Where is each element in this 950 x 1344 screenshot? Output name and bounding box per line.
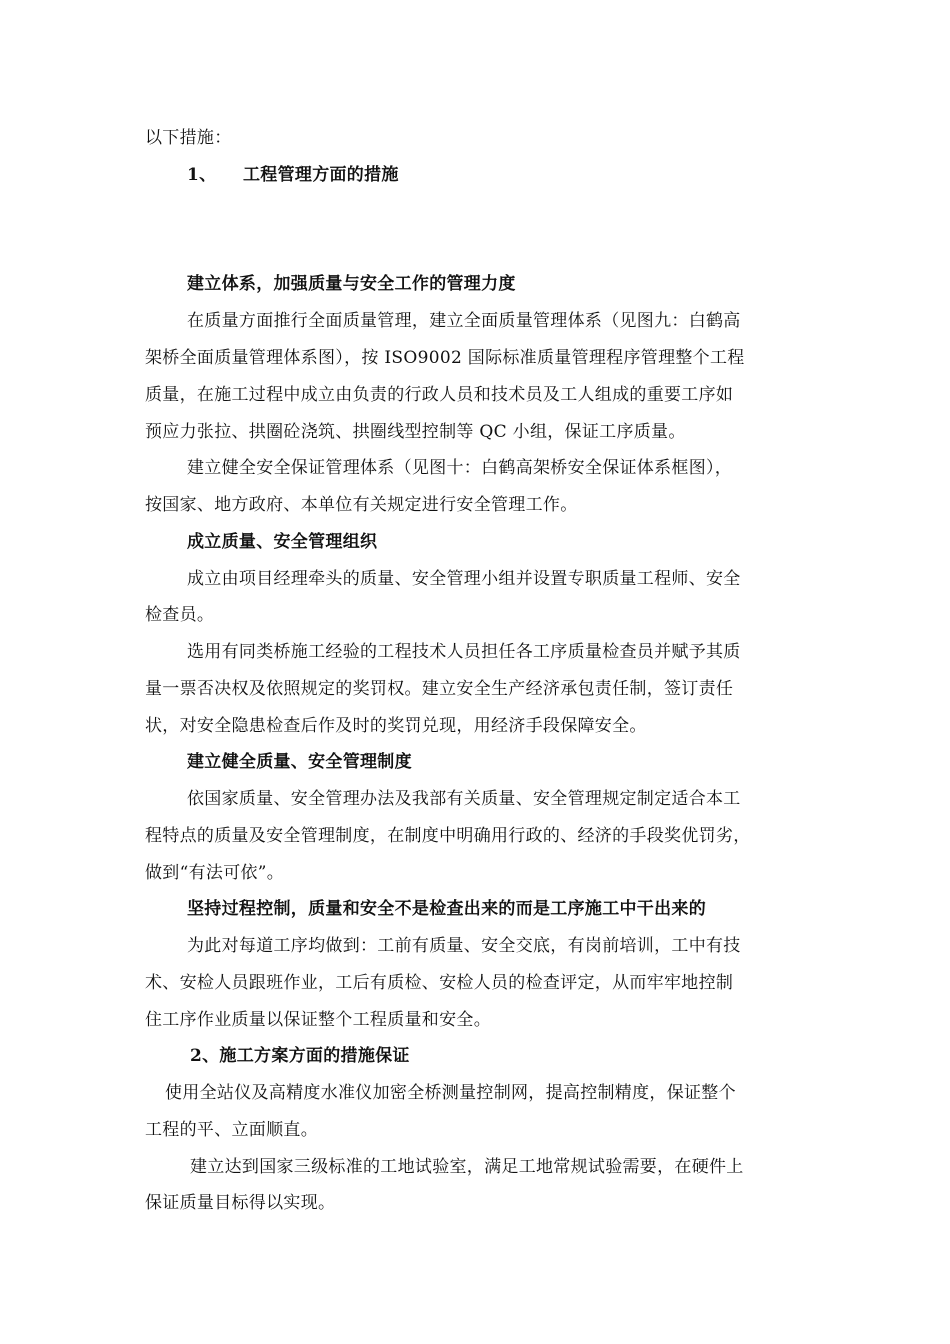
section-1-title: 工程管理方面的措施	[243, 165, 399, 185]
paragraph-line: 选用有同类桥施工经验的工程技术人员担任各工序质量检查员并赋予其质	[187, 642, 741, 662]
paragraph-line: 质量，在施工过程中成立由负责的行政人员和技术员及工人组成的重要工序如	[145, 385, 734, 405]
section-1-heading	[187, 163, 867, 187]
paragraph-line: 建立健全安全保证管理体系（见图十：白鹤高架桥安全保证体系框图），	[187, 458, 733, 478]
paragraph-line: 按国家、地方政府、本单位有关规定进行安全管理工作。	[145, 495, 578, 515]
subheading-process-control: 坚持过程控制，质量和安全不是检查出来的而是工序施工中干出来的	[187, 899, 706, 919]
paragraph-line: 状，对安全隐患检查后作及时的奖罚兑现，用经济手段保障安全。	[145, 716, 647, 736]
subheading-system: 建立体系，加强质量与安全工作的管理力度	[187, 274, 516, 294]
paragraph-line: 术、安检人员跟班作业，工后有质检、安检人员的检查评定，从而牢牢地控制	[145, 973, 734, 993]
paragraph-line: 预应力张拉、拱圈砼浇筑、拱圈线型控制等 QC 小组，保证工序质量。	[145, 422, 686, 442]
intro-text: 以下措施：	[145, 128, 232, 148]
subheading-organization: 成立质量、安全管理组织	[187, 532, 378, 552]
paragraph-line: 依国家质量、安全管理办法及我部有关质量、安全管理规定制定适合本工	[187, 789, 741, 809]
paragraph-line: 检查员。	[145, 605, 215, 625]
paragraph-line: 使用全站仪及高精度水准仪加密全桥测量控制网，提高控制精度，保证整个	[165, 1083, 736, 1103]
paragraph-line: 保证质量目标得以实现。	[145, 1193, 336, 1213]
paragraph-line: 在质量方面推行全面质量管理，建立全面质量管理体系（见图九：白鹤高	[187, 311, 741, 331]
paragraph-line: 做到“有法可依”。	[145, 863, 285, 883]
paragraph-line: 建立达到国家三级标准的工地试验室，满足工地常规试验需要，在硬件上	[190, 1157, 744, 1177]
paragraph-line: 为此对每道工序均做到：工前有质量、安全交底，有岗前培训，工中有技	[187, 936, 741, 956]
paragraph-line: 架桥全面质量管理体系图），按 ISO9002 国际标准质量管理程序管理整个工程	[145, 348, 745, 368]
paragraph-line: 成立由项目经理牵头的质量、安全管理小组并设置专职质量工程师、安全	[187, 569, 741, 589]
paragraph-line: 工程的平、立面顺直。	[145, 1120, 318, 1140]
section-2-heading: 2、施工方案方面的措施保证	[190, 1046, 410, 1066]
paragraph-line: 住工序作业质量以保证整个工程质量和安全。	[145, 1010, 491, 1030]
section-1-number: 1、	[187, 165, 217, 185]
paragraph-line: 程特点的质量及安全管理制度，在制度中明确用行政的、经济的手段奖优罚劣，	[145, 826, 751, 846]
paragraph-line: 量一票否决权及依照规定的奖罚权。建立安全生产经济承包责任制，签订责任	[145, 679, 734, 699]
subheading-regulations: 建立健全质量、安全管理制度	[187, 752, 412, 772]
